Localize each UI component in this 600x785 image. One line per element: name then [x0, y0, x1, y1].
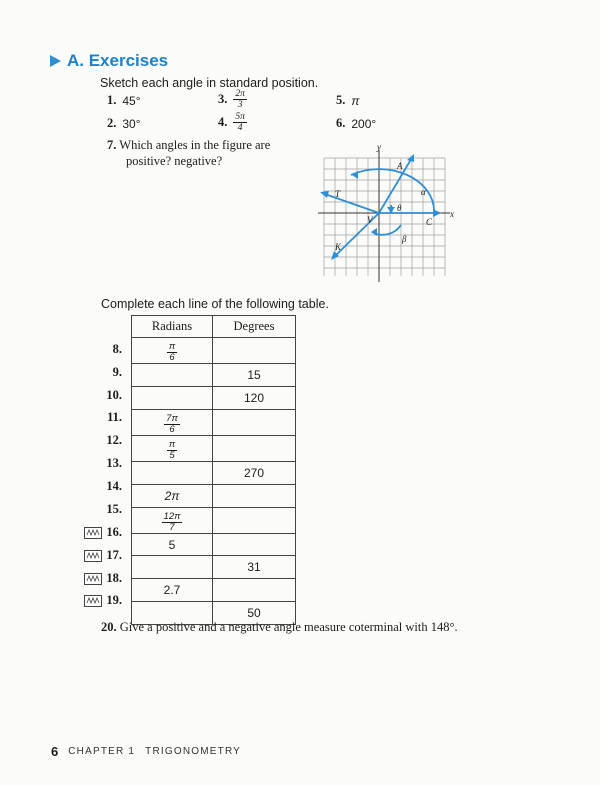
exercise-number: 2. [107, 116, 117, 130]
degrees-cell: 15 [213, 364, 296, 387]
label-y: y [377, 142, 381, 152]
chapter-title: TRIGONOMETRY [145, 746, 242, 757]
ray-va [379, 156, 413, 213]
degrees-cell: 120 [213, 386, 296, 409]
label-beta: β [402, 234, 407, 244]
label-v: V [367, 215, 373, 225]
instruction-text: Sketch each angle in standard position. [100, 76, 319, 90]
calculator-icon [84, 595, 102, 607]
arrow-c-icon [433, 209, 441, 217]
radians-cell [132, 386, 213, 409]
degrees-cell [213, 409, 296, 435]
radians-cell [132, 338, 213, 364]
degrees-cell [213, 507, 296, 533]
table-header-row [132, 316, 296, 338]
table-instruction: Complete each line of the following table. [101, 297, 329, 311]
radians-cell [132, 435, 213, 461]
degrees-cell [213, 338, 296, 364]
exercise-value: π [351, 93, 360, 108]
fraction-denominator: 5 [169, 449, 175, 461]
section-title: A. Exercises [67, 51, 169, 70]
table-row [132, 409, 296, 435]
conversion-table [131, 315, 296, 625]
fraction-numerator: π [168, 438, 176, 450]
page-number: 6 [51, 744, 59, 759]
degrees-cell: 50 [213, 602, 296, 625]
question-number: 20. [101, 620, 117, 634]
fraction [167, 440, 177, 461]
calculator-icon [84, 527, 102, 539]
table-row [132, 579, 296, 602]
question-text: Give a positive and a negative angle measure coterminal with 148°. [119, 620, 458, 634]
row-number: 11. [107, 410, 122, 424]
row-number: 15. [106, 502, 122, 516]
exercise-3 [218, 89, 247, 110]
exercise-4 [218, 112, 247, 133]
arrow-alpha-icon [352, 171, 358, 179]
fraction [233, 112, 247, 133]
calculator-icon [84, 573, 102, 585]
question-line-1: Which angles in the figure are [119, 138, 271, 152]
fraction-numerator: 7π [166, 412, 178, 424]
fraction-denominator: 7 [169, 521, 175, 533]
degrees-cell [213, 484, 296, 507]
fraction-numerator: 5π [235, 112, 245, 122]
degrees-cell [213, 533, 296, 556]
exercise-5 [336, 93, 359, 108]
degrees-cell [213, 579, 296, 602]
exercise-1 [107, 93, 141, 108]
degrees-cell: 270 [213, 461, 296, 484]
row-number: 9. [112, 365, 122, 379]
table-row [132, 484, 296, 507]
question-7 [107, 137, 270, 169]
radians-cell: 2.7 [132, 579, 213, 602]
table-row [132, 461, 296, 484]
radians-cell: 2π [132, 484, 213, 507]
header-degrees: Degrees [213, 316, 296, 338]
question-line-2: positive? negative? [126, 154, 223, 168]
question-20 [101, 619, 458, 635]
row-number: 18. [106, 571, 122, 585]
label-a: A [397, 161, 403, 171]
radians-cell [132, 507, 213, 533]
row-number: 17. [106, 548, 122, 562]
fraction-numerator: 2π [235, 89, 245, 99]
angle-figure [315, 140, 460, 285]
question-number: 7. [107, 138, 117, 152]
row-number: 19. [106, 593, 122, 607]
fraction [164, 414, 180, 435]
fraction [162, 512, 183, 533]
radians-cell [132, 556, 213, 579]
exercise-number: 4. [218, 115, 228, 129]
fraction-denominator: 3 [237, 100, 243, 110]
table-row [132, 364, 296, 387]
table-row [132, 533, 296, 556]
exercise-value: 45° [122, 93, 141, 108]
table-row [132, 507, 296, 533]
fraction-denominator: 6 [169, 352, 175, 363]
label-x: x [450, 209, 454, 219]
exercise-2 [107, 116, 141, 131]
exercise-number: 1. [107, 93, 117, 107]
degrees-cell: 31 [213, 556, 296, 579]
arrow-t-icon [320, 191, 329, 198]
row-number: 8. [112, 342, 122, 356]
table-row [132, 435, 296, 461]
label-k: K [335, 242, 342, 252]
exercise-number: 5. [336, 93, 346, 107]
triangle-bullet-icon [50, 55, 61, 67]
fraction-numerator: 12π [163, 510, 181, 522]
row-number: 12. [106, 433, 122, 447]
header-radians: Radians [132, 316, 213, 338]
label-t: T [335, 189, 341, 199]
radians-cell [132, 461, 213, 484]
fraction [233, 89, 247, 110]
fraction-denominator: 6 [169, 423, 175, 435]
radians-cell [132, 364, 213, 387]
label-alpha: α [421, 187, 426, 197]
degrees-cell [213, 435, 296, 461]
radians-cell [132, 409, 213, 435]
figure-labels [334, 142, 454, 252]
row-number: 13. [106, 456, 122, 470]
table-row [132, 386, 296, 409]
ray-vt [322, 193, 379, 213]
table-row [132, 556, 296, 579]
chapter-label: CHAPTER 1 [68, 746, 136, 757]
label-c: C [426, 217, 433, 227]
exercise-value: 200° [351, 116, 377, 131]
exercise-number: 6. [336, 116, 346, 130]
section-header [50, 50, 168, 72]
fraction-numerator: π [168, 341, 176, 352]
page-footer [51, 744, 241, 759]
exercise-6 [336, 116, 376, 131]
row-number: 10. [106, 388, 122, 402]
exercise-number: 3. [218, 92, 228, 106]
radians-cell: 5 [132, 533, 213, 556]
row-number: 16. [106, 525, 122, 539]
label-theta: θ [397, 203, 402, 213]
fraction-denominator: 4 [237, 123, 243, 133]
exercise-value: 30° [122, 116, 141, 131]
row-number: 14. [106, 479, 122, 493]
calculator-icon [84, 550, 102, 562]
table-row [132, 338, 296, 364]
fraction [167, 342, 177, 363]
